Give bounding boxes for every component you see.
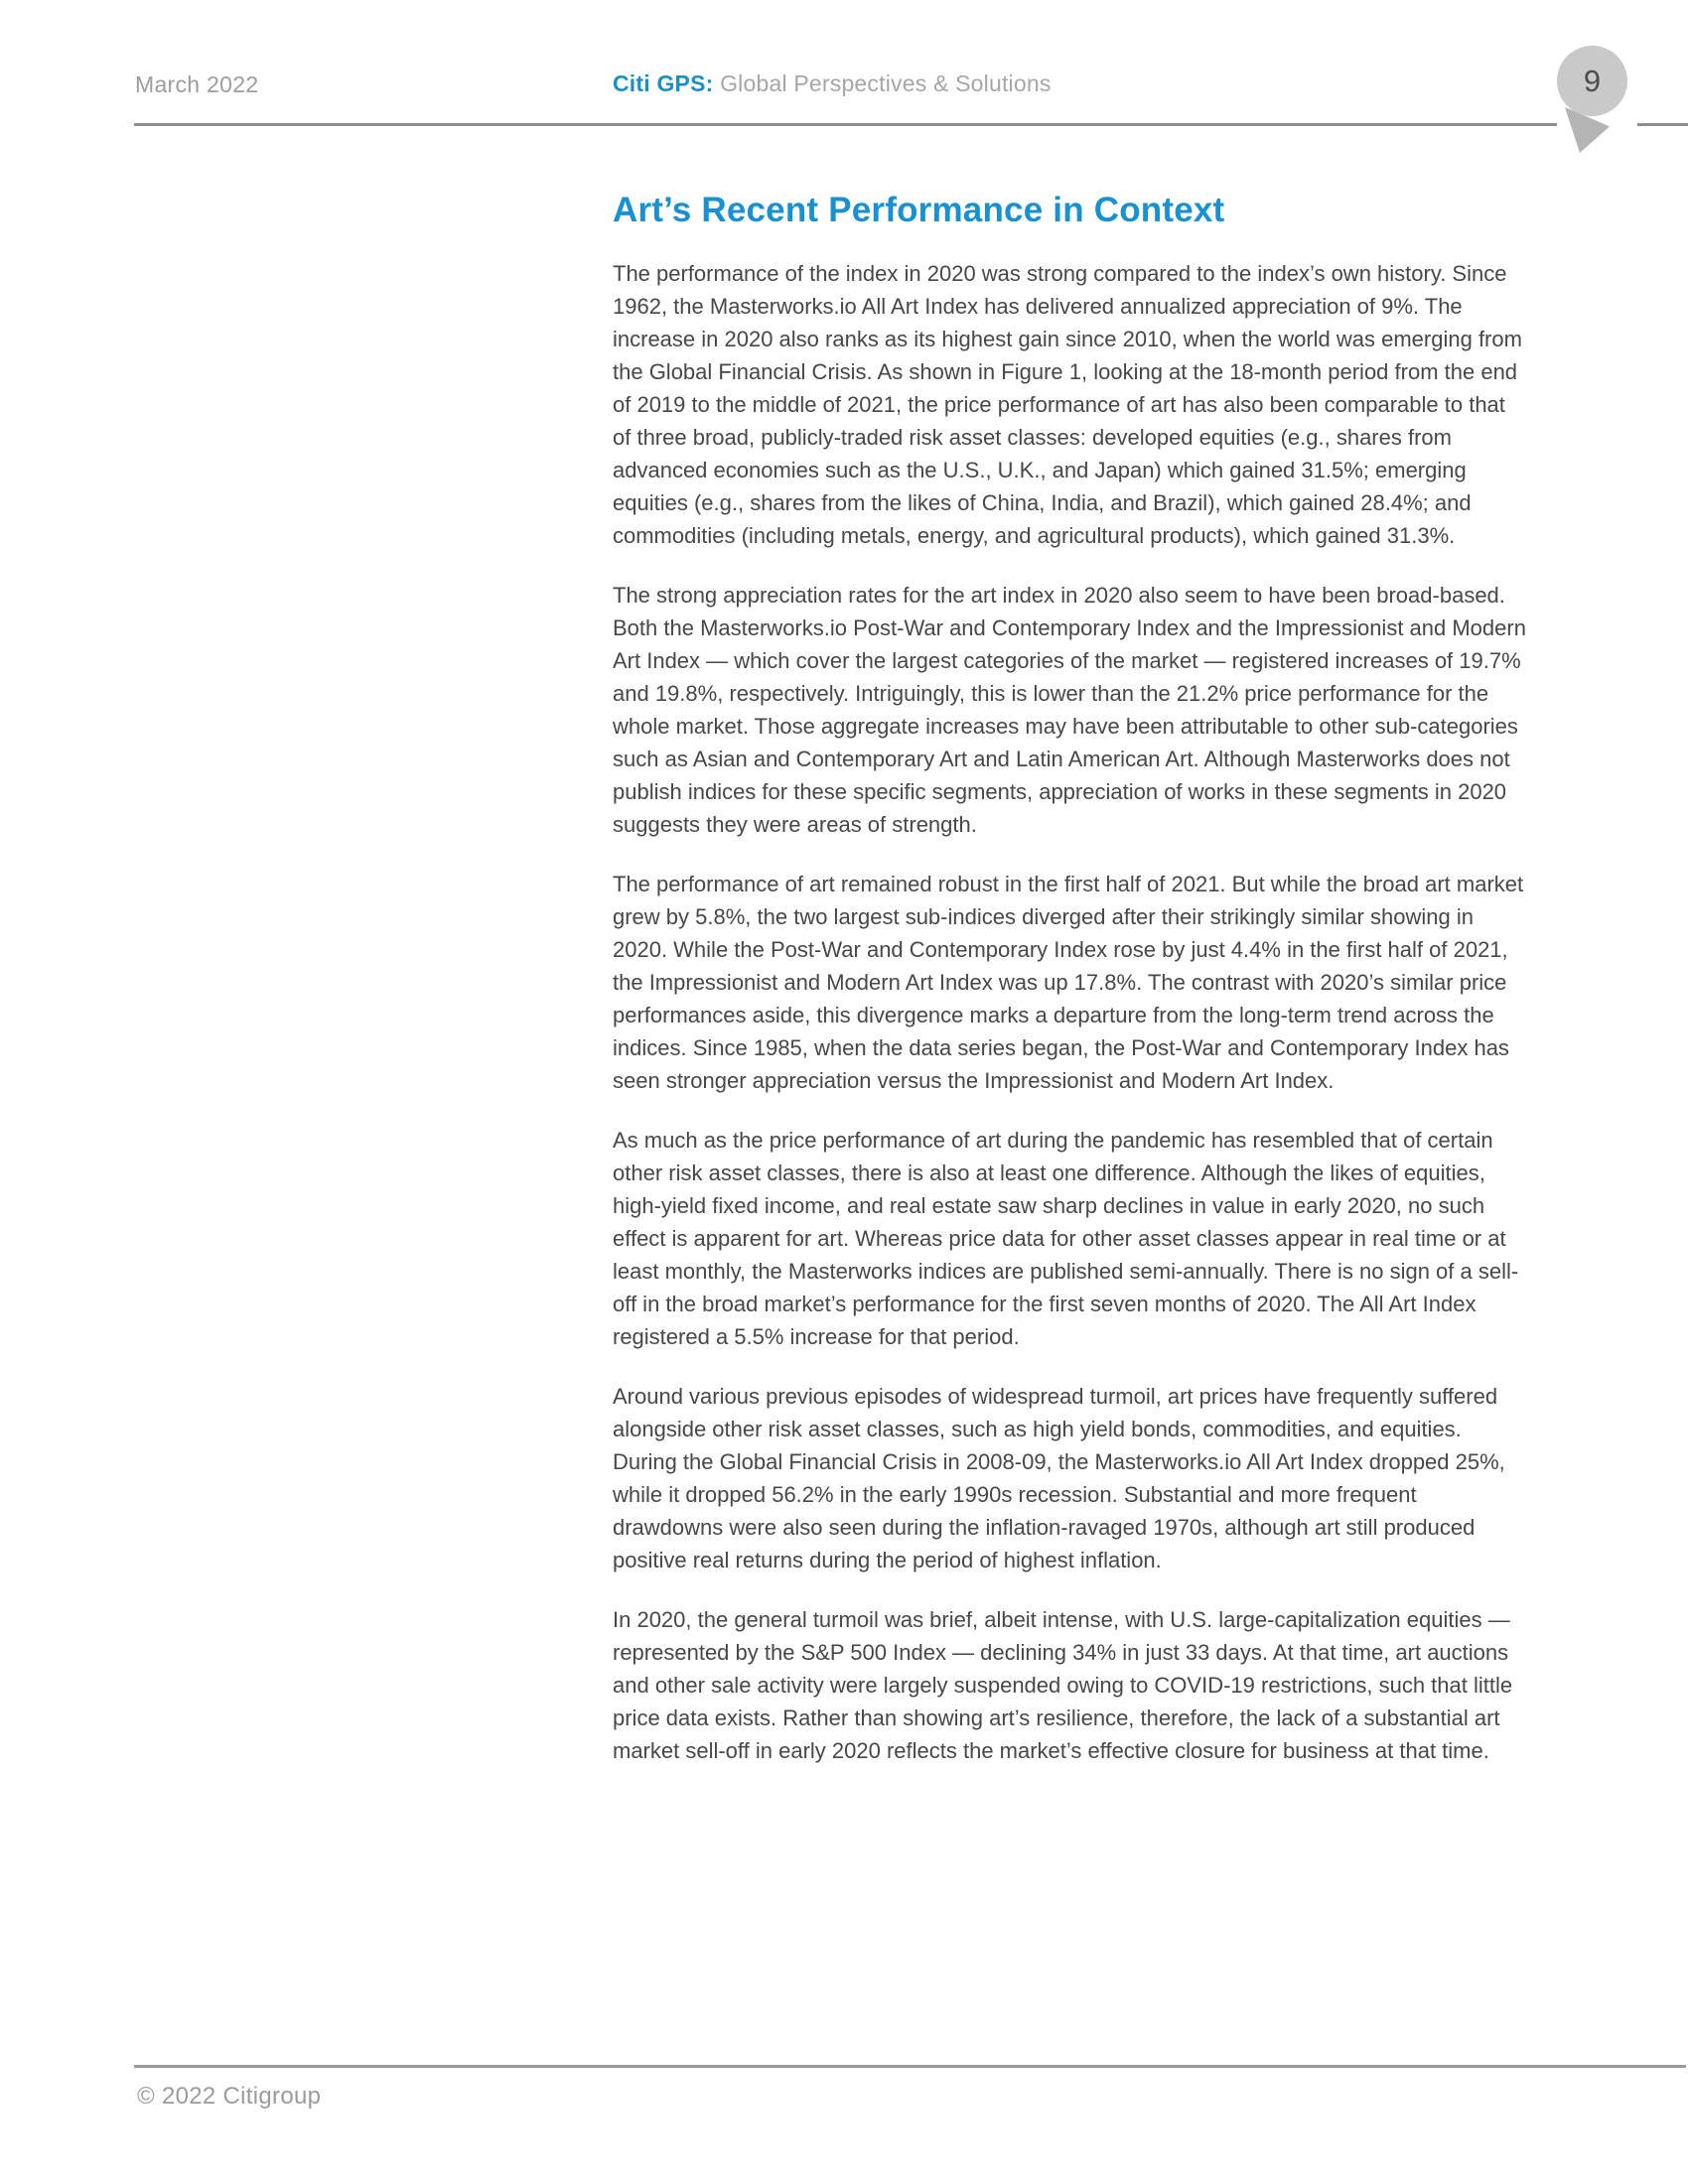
section-title: Art’s Recent Performance in Context	[613, 191, 1225, 229]
header-brand	[613, 70, 1052, 97]
paragraph-1: The performance of the index in 2020 was strong compared to the index’s own history. Since 1962, the Masterworks.io All Art Index has delivered annualized appreciation of 9%. The increase in 2020 also ranks as its highest gain since 2010, when the world was emerging from the Global Financial Crisis. As shown in Figure 1, looking at the 18-month period from the end of 2019 to the middle of 2021, the price performance of art has also been comparable to that of three broad, publicly-traded risk asset classes: developed equities (e.g., shares from advanced economies such as the U.S., U.K., and Japan) which gained 31.5%; emerging equities (e.g., shares from the likes of China, India, and Brazil), which gained 28.4%; and commodities (including metals, energy, and agricultural products), which gained 31.3%.	[613, 261, 1522, 548]
brand-name: Citi GPS:	[613, 70, 714, 96]
footer-copyright: © 2022 Citigroup	[137, 2083, 322, 2110]
footer-rule	[134, 2065, 1686, 2068]
page-number-badge	[1557, 46, 1627, 116]
page-number: 9	[1583, 63, 1602, 98]
header-rule	[134, 123, 1557, 126]
paragraph-4: As much as the price performance of art during the pandemic has resembled that of certain other risk asset classes, there is also at least one difference. Although the likes of equities, high-yield fixed income, and real estate saw sharp declines in value in early 2020, no such effect is apparent for art. Whereas price data for other asset classes appear in real time or at least monthly, the Masterworks indices are published semi-annually. There is no sign of a sell-off in the broad market’s performance for the first seven months of 2020. The All Art Index registered a 5.5% increase for that period.	[613, 1128, 1519, 1349]
article-body	[613, 191, 1527, 1794]
paragraph-5: Around various previous episodes of widespread turmoil, art prices have frequently suffered alongside other risk asset classes, such as high yield bonds, commodities, and equities. During the Global Financial Crisis in 2008-09, the Masterworks.io All Art Index dropped 25%, while it dropped 56.2% in the early 1990s recession. Substantial and more frequent drawdowns were also seen during the inflation-ravaged 1970s, although art still produced positive real returns during the period of highest inflation.	[613, 1384, 1505, 1572]
header-date: March 2022	[135, 71, 259, 97]
paragraph-2: The strong appreciation rates for the art index in 2020 also seem to have been broad-based. Both the Masterworks.io Post-War and Contemporary Index and the Impressionist and Modern Art Index — which cover the largest categories of the market — registered increases of 19.7% and 19.8%, respectively. Intriguingly, this is lower than the 21.2% price performance for the whole market. Those aggregate increases may have been attributable to other sub-categories such as Asian and Contemporary Art and Latin American Art. Although Masterworks does not publish indices for these specific segments, appreciation of works in these segments in 2020 suggests they were areas of strength.	[613, 583, 1526, 837]
paragraph-6: In 2020, the general turmoil was brief, albeit intense, with U.S. large-capitalization equities — represented by the S&P 500 Index — declining 34% in just 33 days. At that time, art auctions and other sale activity were largely suspended owing to COVID-19 restrictions, such that little price data exists. Rather than showing art’s resilience, therefore, the lack of a substantial art market sell-off in early 2020 reflects the market’s effective closure for business at that time.	[613, 1607, 1513, 1763]
header-rule-right-segment	[1637, 123, 1688, 126]
brand-suffix: Global Perspectives & Solutions	[713, 70, 1052, 96]
paragraph-3: The performance of art remained robust in the first half of 2021. But while the broad art market grew by 5.8%, the two largest sub-indices diverged after their strikingly similar showing in 2020. While the Post-War and Contemporary Index rose by just 4.4% in the first half of 2021, the Impressionist and Modern Art Index was up 17.8%. The contrast with 2020’s similar price performances aside, this divergence marks a departure from the long-term trend across the indices. Since 1985, when the data series began, the Post-War and Contemporary Index has seen stronger appreciation versus the Impressionist and Modern Art Index.	[613, 872, 1524, 1093]
